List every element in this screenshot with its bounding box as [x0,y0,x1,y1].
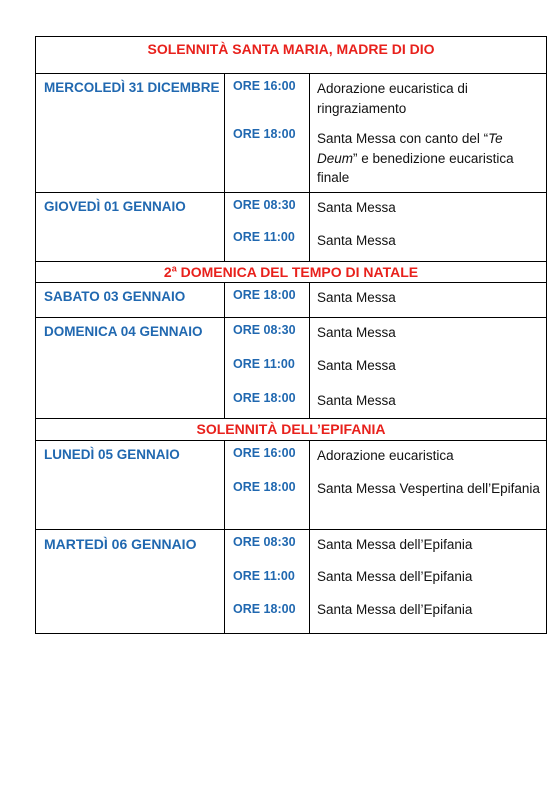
event-text: Santa Messa [317,289,396,305]
day-cell: GIOVEDÌ 01 GENNAIO [36,192,225,261]
event-text: Santa Messa dell’Epifania [317,601,473,617]
events-cell [310,529,547,633]
event-text: Adorazione eucaristica [317,447,454,463]
time-label: ORE 11:00 [233,356,295,371]
event-text: Santa Messa [317,199,396,215]
event-text-part: Santa Messa con canto del “ [317,131,489,146]
day-cell: LUNEDÌ 05 GENNAIO [36,440,225,529]
event-text: Adorazione eucaristica di ringraziamento [317,81,468,116]
day-cell: MARTEDÌ 06 GENNAIO [36,529,225,633]
events-cell [310,440,547,529]
event-text-italic: Te Deum [317,131,503,166]
time-label: ORE 11:00 [233,568,295,583]
section-title-part: DOMENICA DEL TEMPO DI NATALE [176,263,419,280]
times-cell [225,192,310,261]
event-text: Santa Messa [317,392,396,408]
times-cell [225,317,310,418]
event-text: Santa Messa [317,324,396,340]
event-text: Santa Messa [317,357,396,373]
events-cell [310,192,547,261]
section-title-superscript: a [171,262,177,273]
time-label: ORE 18:00 [233,127,296,141]
schedule-table [35,36,547,634]
events-cell [310,282,547,317]
event-text: Santa Messa dell’Epifania [317,568,473,584]
times-cell [225,529,310,633]
day-cell: DOMENICA 04 GENNAIO [36,317,225,418]
event-text: Santa Messa [317,232,396,248]
time-label: ORE 18:00 [233,479,296,494]
times-cell [225,440,310,529]
events-cell [310,317,547,418]
event-text: Santa Messa Vespertina dell’Epifania [317,480,540,496]
event-text [317,129,546,188]
time-label: ORE 16:00 [233,445,296,460]
time-label: ORE 08:30 [233,197,296,212]
times-cell [225,282,310,317]
time-label: ORE 18:00 [233,287,296,302]
time-label: ORE 18:00 [233,390,296,405]
section-title [164,264,418,280]
time-label: ORE 16:00 [233,79,296,93]
events-cell [310,74,547,193]
section-header [36,37,547,74]
section-title: SOLENNITÀ SANTA MARIA, MADRE DI DIO [147,41,435,57]
day-cell: MERCOLEDÌ 31 DICEMBRE [36,74,225,193]
time-label: ORE 08:30 [233,322,296,337]
section-title-part: 2 [163,263,172,280]
event-text: Santa Messa dell’Epifania [317,536,473,552]
time-label: ORE 08:30 [233,534,296,549]
day-cell: SABATO 03 GENNAIO [36,282,225,317]
time-label: ORE 11:00 [233,229,295,244]
section-header [36,261,547,282]
event-text-part: ” e benedizione eucaristica finale [317,150,514,185]
section-header [36,418,547,440]
times-cell [225,74,310,193]
time-label: ORE 18:00 [233,601,296,616]
section-title: SOLENNITÀ DELL’EPIFANIA [196,420,386,437]
